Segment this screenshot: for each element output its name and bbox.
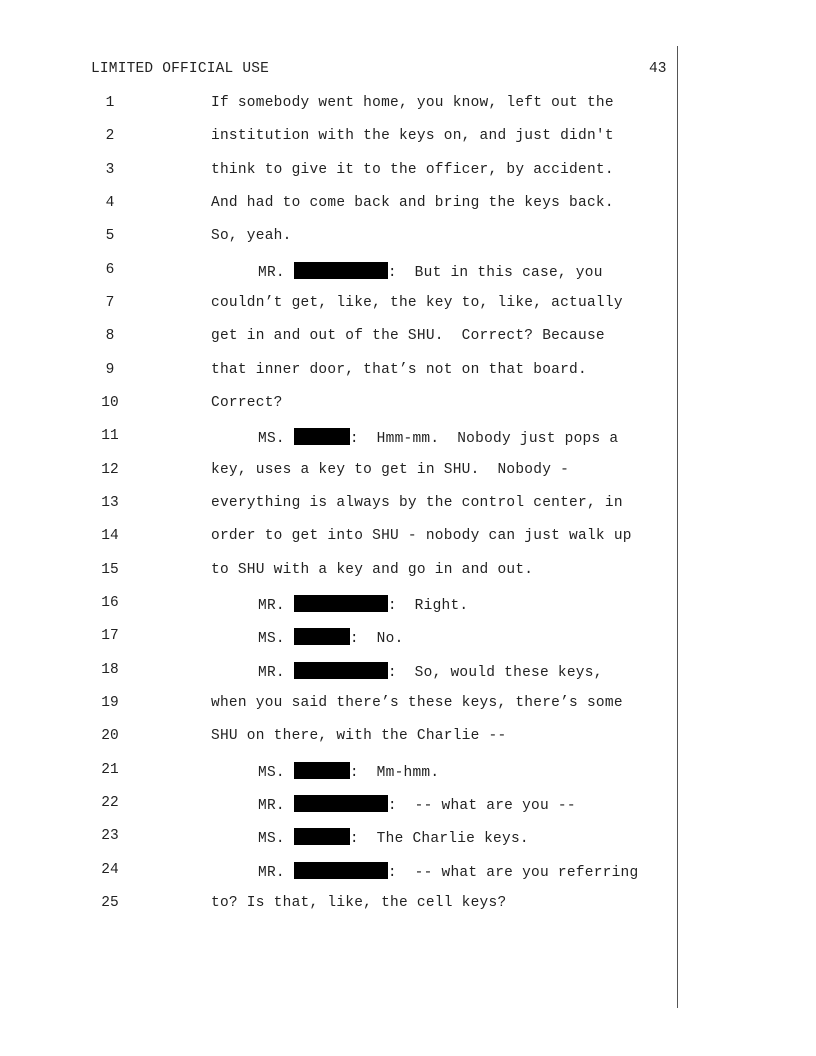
- transcript-line: [0, 462, 816, 484]
- transcript-line: [0, 362, 816, 384]
- speaker-prefix: MR.: [258, 665, 285, 681]
- speaker-prefix: MS.: [258, 765, 285, 781]
- line-text: Hmm-mm. Nobody just pops a: [358, 431, 619, 447]
- line-text: everything is always by the control center, in: [211, 495, 623, 511]
- line-text: The Charlie keys.: [358, 831, 529, 847]
- line-text: order to get into SHU - nobody can just walk up: [211, 528, 632, 544]
- line-number: 11: [101, 428, 119, 444]
- line-number: 17: [101, 628, 119, 644]
- line-text: couldn’t get, like, the key to, like, actually: [211, 295, 623, 311]
- redaction-block: [294, 828, 350, 845]
- line-number: 16: [101, 595, 119, 611]
- transcript-line: [0, 195, 816, 217]
- speaker-line: [258, 762, 439, 781]
- line-text: get in and out of the SHU. Correct? Because: [211, 328, 605, 344]
- redaction-block: [294, 662, 388, 679]
- transcript-line: [0, 762, 816, 784]
- speaker-colon: :: [387, 865, 397, 881]
- transcript-line: [0, 262, 816, 284]
- line-text: So, would these keys,: [396, 665, 603, 681]
- line-text: think to give it to the officer, by accident.: [211, 162, 614, 178]
- line-text: Right.: [396, 598, 469, 614]
- transcript-line: [0, 662, 816, 684]
- line-text: that inner door, that’s not on that board.: [211, 362, 587, 378]
- transcript-line: [0, 228, 816, 250]
- line-number: 24: [101, 862, 119, 878]
- transcript-line: [0, 162, 816, 184]
- line-number: 18: [101, 662, 119, 678]
- redaction-block: [294, 428, 350, 445]
- line-text: Mm-hmm.: [358, 765, 440, 781]
- line-text: to SHU with a key and go in and out.: [211, 562, 534, 578]
- page-number: 43: [649, 61, 667, 77]
- line-number: 9: [105, 362, 115, 378]
- speaker-prefix: MS.: [258, 831, 285, 847]
- transcript-line: [0, 795, 816, 817]
- line-text: If somebody went home, you know, left out the: [211, 95, 614, 111]
- transcript-line: [0, 328, 816, 350]
- redaction-block: [294, 628, 350, 645]
- transcript-line: [0, 428, 816, 450]
- speaker-colon: :: [349, 831, 359, 847]
- redaction-block: [294, 862, 388, 879]
- speaker-colon: :: [349, 631, 359, 647]
- line-text: Correct?: [211, 395, 283, 411]
- transcript-line: [0, 895, 816, 917]
- speaker-line: [258, 862, 638, 881]
- line-number: 7: [105, 295, 115, 311]
- speaker-colon: :: [387, 665, 397, 681]
- speaker-line: [258, 595, 468, 614]
- redaction-block: [294, 795, 388, 812]
- line-number: 19: [101, 695, 119, 711]
- line-number: 20: [101, 728, 119, 744]
- transcript-line: [0, 528, 816, 550]
- line-number: 21: [101, 762, 119, 778]
- line-number: 25: [101, 895, 119, 911]
- line-number: 5: [105, 228, 115, 244]
- speaker-line: [258, 662, 603, 681]
- speaker-line: [258, 828, 529, 847]
- transcript-line: [0, 595, 816, 617]
- transcript-line: [0, 828, 816, 850]
- transcript-line: [0, 628, 816, 650]
- line-text: But in this case, you: [396, 265, 603, 281]
- transcript-line: [0, 562, 816, 584]
- classification-header: LIMITED OFFICIAL USE: [91, 61, 270, 77]
- line-number: 8: [105, 328, 115, 344]
- line-text: -- what are you --: [396, 798, 576, 814]
- speaker-line: [258, 428, 618, 447]
- line-number: 10: [101, 395, 119, 411]
- transcript-line: [0, 695, 816, 717]
- transcript-line: [0, 862, 816, 884]
- line-text: So, yeah.: [211, 228, 292, 244]
- line-number: 4: [105, 195, 115, 211]
- line-number: 1: [105, 95, 115, 111]
- redaction-block: [294, 762, 350, 779]
- speaker-colon: :: [349, 765, 359, 781]
- speaker-line: [258, 628, 404, 647]
- speaker-prefix: MS.: [258, 631, 285, 647]
- line-text: No.: [358, 631, 404, 647]
- line-number: 14: [101, 528, 119, 544]
- speaker-prefix: MR.: [258, 265, 285, 281]
- line-number: 22: [101, 795, 119, 811]
- transcript-line: [0, 128, 816, 150]
- speaker-prefix: MS.: [258, 431, 285, 447]
- line-number: 3: [105, 162, 115, 178]
- speaker-line: [258, 795, 576, 814]
- line-number: 2: [105, 128, 115, 144]
- line-number: 13: [101, 495, 119, 511]
- line-text: -- what are you referring: [396, 865, 639, 881]
- line-number: 23: [101, 828, 119, 844]
- speaker-colon: :: [387, 598, 397, 614]
- transcript-line: [0, 728, 816, 750]
- line-text: SHU on there, with the Charlie --: [211, 728, 507, 744]
- line-text: And had to come back and bring the keys back.: [211, 195, 614, 211]
- line-number: 12: [101, 462, 119, 478]
- speaker-line: [258, 262, 603, 281]
- line-text: to? Is that, like, the cell keys?: [211, 895, 507, 911]
- transcript-line: [0, 495, 816, 517]
- speaker-colon: :: [349, 431, 359, 447]
- speaker-prefix: MR.: [258, 865, 285, 881]
- line-text: institution with the keys on, and just didn't: [211, 128, 614, 144]
- transcript-line: [0, 395, 816, 417]
- transcript-line: [0, 95, 816, 117]
- line-number: 15: [101, 562, 119, 578]
- speaker-colon: :: [387, 265, 397, 281]
- line-text: key, uses a key to get in SHU. Nobody -: [211, 462, 570, 478]
- speaker-prefix: MR.: [258, 798, 285, 814]
- redaction-block: [294, 262, 388, 279]
- speaker-colon: :: [387, 798, 397, 814]
- transcript-line: [0, 295, 816, 317]
- line-number: 6: [105, 262, 115, 278]
- line-text: when you said there’s these keys, there’s some: [211, 695, 623, 711]
- speaker-prefix: MR.: [258, 598, 285, 614]
- redaction-block: [294, 595, 388, 612]
